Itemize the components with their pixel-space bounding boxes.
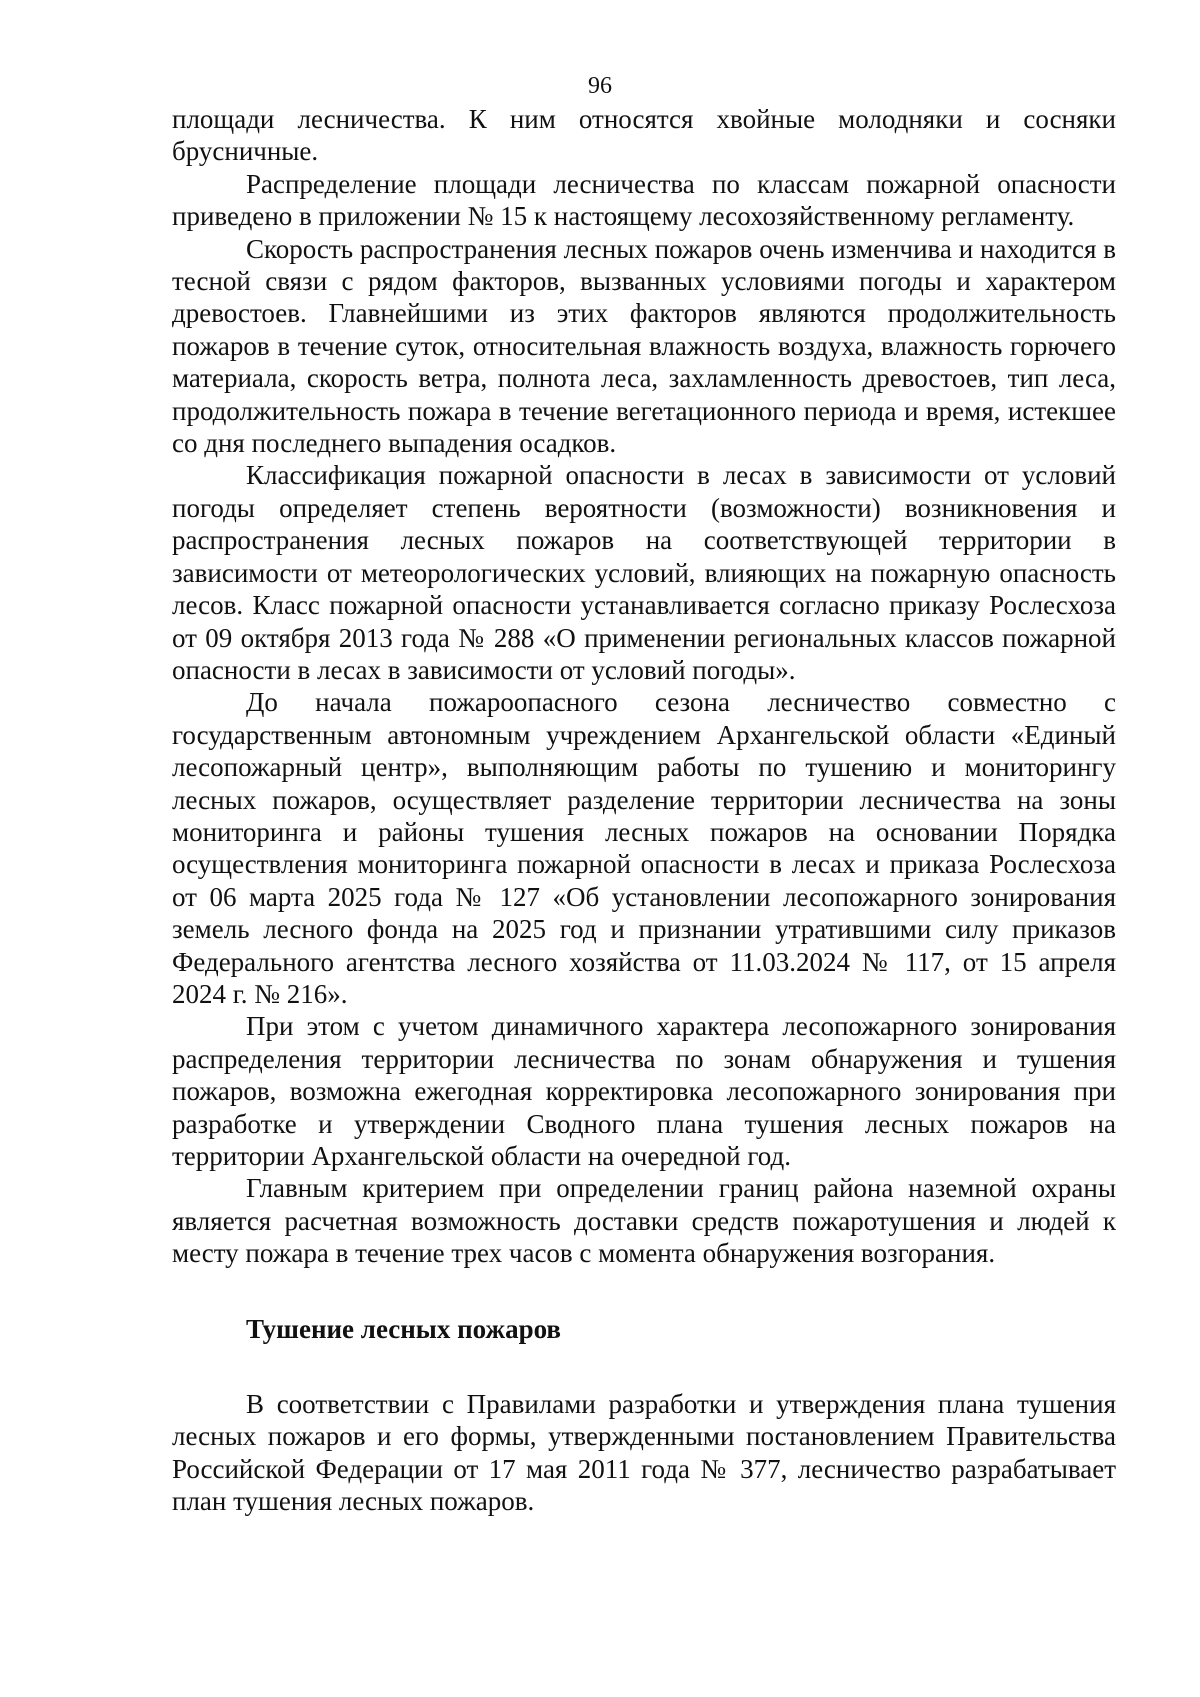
paragraph-fire-suppression-plan: В соответствии с Правилами разработки и утверждения плана тушения лесных пожаров и его формы, утвержденными постановлением Правительства Российской Федерации от 17 мая 2011 года № 377, лесничество разрабатывает план тушения лесных пожаров. — [172, 1389, 1116, 1517]
paragraph-fire-danger-classification: Классификация пожарной опасности в лесах в зависимости от условий погоды определяет степень вероятности (возможности) возникновения и распространения лесных пожаров на соответствующей территории в зависимости от метеорологических условий, влияющих на пожарную опасность лесов. Класс пожарной опасности устанавливается согласно приказу Рослесхоза от 09 октября 2013 года № 288 «О применении региональных классов пожарной опасности в лесах в зависимости от условий погоды». — [172, 460, 1116, 685]
paragraph-zoning-correction: При этом с учетом динамичного характера лесопожарного зонирования распределения территории лесничества по зонам обнаружения и тушения пожаров, возможна ежегодная корректировка лесопожарного зонирования при разработке и утверждении Сводного плана тушения лесных пожаров на территории Архангельской области на очередной год. — [172, 1011, 1116, 1171]
page-number: 96 — [588, 73, 612, 99]
paragraph-continuation: площади лесничества. К ним относятся хвойные молодняки и сосняки брусничные. — [172, 104, 1116, 167]
paragraph-fire-danger-distribution: Распределение площади лесничества по классам пожарной опасности приведено в приложении № 15 к настоящему лесохозяйственному регламенту. — [172, 168, 1116, 232]
paragraph-fire-zoning: До начала пожароопасного сезона лесничество совместно с государственным автономным учреждением Архангельской области «Единый лесопожарный центр», выполняющим работы по тушению и мониторингу лесных пожаров, осуществляет разделение территории лесничества на зоны мониторинга и районы тушения лесных пожаров на основании Порядка осуществления мониторинга пожарной опасности в лесах и приказа Рослесхоза от 06 марта 2025 года № 127 «Об установлении лесопожарного зонирования земель лесного фонда на 2025 год и признании утратившими силу приказов Федерального агентства лесного хозяйства от 11.03.2024 № 117, от 15 апреля 2024 г. № 216». — [172, 687, 1116, 1009]
paragraph-fire-spread-speed: Скорость распространения лесных пожаров очень изменчива и находится в тесной связи с рядом факторов, вызванных условиями погоды и характером древостоев. Главнейшими из этих факторов являются продолжительность пожаров в течение суток, относительная влажность воздуха, влажность горючего материала, скорость ветра, полнота леса, захламленность древостоев, тип леса, продолжительность пожара в течение вегетационного периода и время, истекшее со дня последнего выпадения осадков. — [172, 233, 1116, 459]
page-body — [172, 103, 1116, 1518]
paragraph-ground-protection-criterion: Главным критерием при определении границ района наземной охраны является расчетная возможность доставки средств пожаротушения и людей к месту пожара в течение трех часов с момента обнаружения возгорания. — [172, 1173, 1116, 1269]
section-heading: Тушение лесных пожаров — [246, 1313, 562, 1344]
